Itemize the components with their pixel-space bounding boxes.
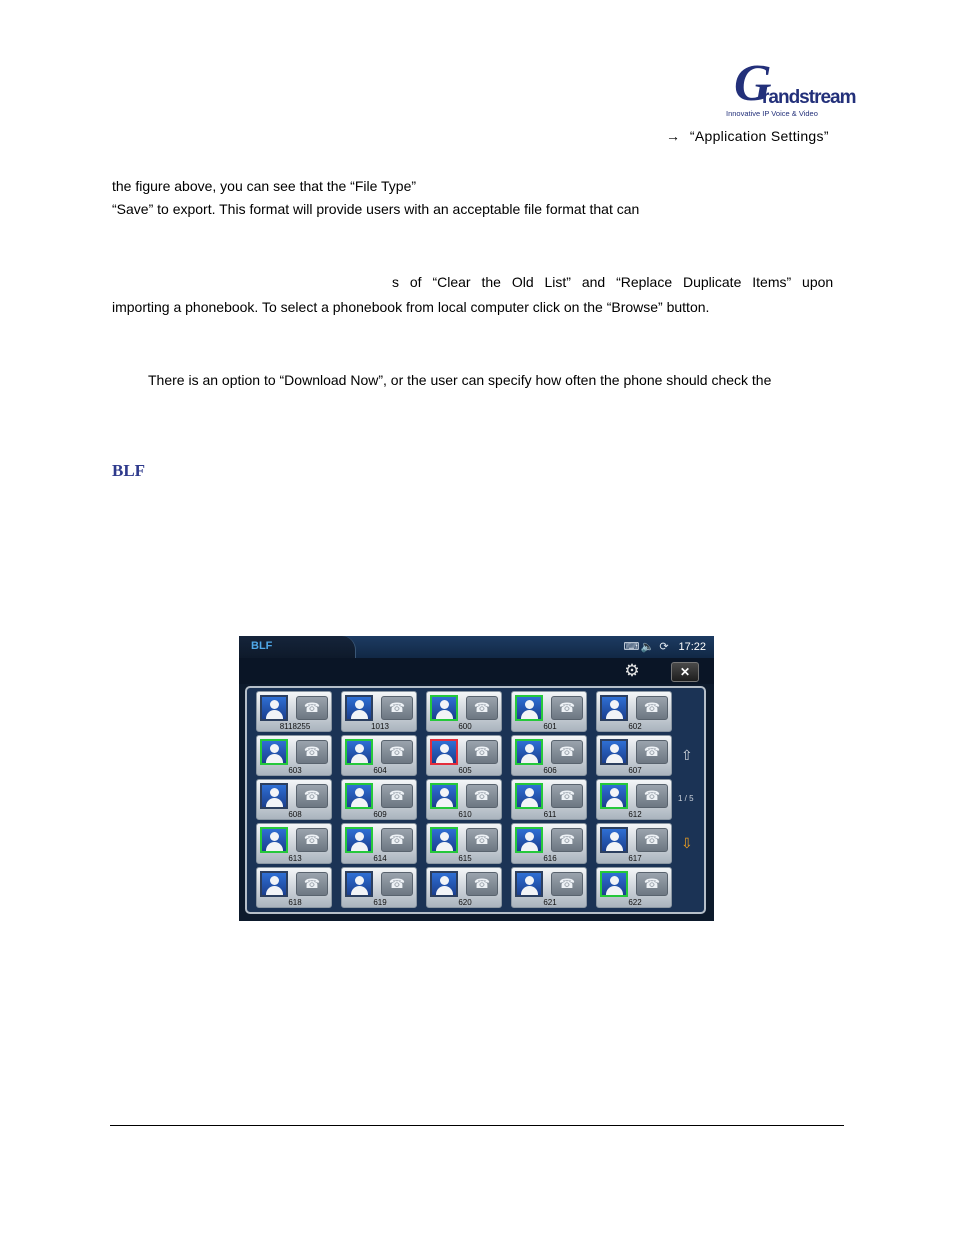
- paragraph-line-5: There is an option to “Download Now”, or the user can specify how often the phone should check the: [148, 372, 772, 388]
- blf-tile[interactable]: [426, 735, 502, 776]
- blf-tile[interactable]: [596, 823, 672, 864]
- blf-tile-label: 1013: [371, 722, 389, 731]
- blf-tile-label: 617: [628, 854, 642, 863]
- blf-tile[interactable]: [341, 867, 417, 908]
- blf-tile-label: 616: [543, 854, 557, 863]
- phone-icon[interactable]: ☎: [296, 784, 328, 808]
- contact-avatar-icon: [345, 871, 373, 897]
- blf-tile-label: 621: [543, 898, 557, 907]
- blf-tile-label: 613: [288, 854, 302, 863]
- contact-avatar-icon: [430, 739, 458, 765]
- close-button[interactable]: ✕: [671, 662, 699, 682]
- paragraph-line-4: importing a phonebook. To select a phonebook from local computer click on the “Browse” button.: [112, 299, 710, 315]
- contact-avatar-icon: [600, 827, 628, 853]
- phone-icon[interactable]: ☎: [551, 740, 583, 764]
- nav-arrow-icon: →: [666, 128, 680, 144]
- blf-tile-label: 608: [288, 810, 302, 819]
- logo-letter: G: [734, 55, 772, 112]
- phone-icon[interactable]: ☎: [551, 872, 583, 896]
- paragraph-line-2: “Save” to export. This format will provide users with an acceptable file format that can: [112, 201, 640, 217]
- blf-tile-label: 615: [458, 854, 472, 863]
- screen-title: BLF: [251, 640, 273, 652]
- blf-tile-label: 612: [628, 810, 642, 819]
- blf-tile-label: 611: [543, 810, 557, 819]
- blf-tile-label: 609: [373, 810, 387, 819]
- nav-path-text: “Application Settings”: [689, 128, 829, 144]
- blf-tile[interactable]: [256, 691, 332, 732]
- blf-tile[interactable]: [256, 779, 332, 820]
- phone-icon[interactable]: ☎: [636, 784, 668, 808]
- blf-grid-panel: [245, 686, 706, 914]
- phone-icon[interactable]: ☎: [636, 872, 668, 896]
- phone-icon[interactable]: ☎: [381, 696, 413, 720]
- blf-tile[interactable]: [511, 735, 587, 776]
- contact-avatar-icon: [515, 783, 543, 809]
- nav-path: [666, 127, 829, 145]
- contact-avatar-icon: [345, 695, 373, 721]
- phone-icon[interactable]: ☎: [466, 696, 498, 720]
- blf-tile-label: 622: [628, 898, 642, 907]
- phone-icon[interactable]: ☎: [381, 740, 413, 764]
- blf-tile[interactable]: [256, 867, 332, 908]
- blf-tile[interactable]: [511, 823, 587, 864]
- logo-tagline: Innovative IP Voice & Video: [726, 109, 818, 118]
- blf-tile[interactable]: [511, 867, 587, 908]
- phone-icon[interactable]: ☎: [466, 828, 498, 852]
- contact-avatar-icon: [515, 695, 543, 721]
- phone-icon[interactable]: ☎: [551, 828, 583, 852]
- contact-avatar-icon: [600, 695, 628, 721]
- contact-avatar-icon: [345, 783, 373, 809]
- gear-icon[interactable]: ⚙: [624, 661, 640, 680]
- paragraph-line-3: s of “Clear the Old List” and “Replace Duplicate Items” upon: [392, 274, 834, 290]
- contact-avatar-icon: [515, 871, 543, 897]
- blf-tile[interactable]: [341, 779, 417, 820]
- contact-avatar-icon: [515, 739, 543, 765]
- blf-screenshot: [239, 636, 714, 921]
- contact-avatar-icon: [430, 827, 458, 853]
- contact-avatar-icon: [430, 871, 458, 897]
- phone-icon[interactable]: ☎: [296, 696, 328, 720]
- blf-tile-label: 619: [373, 898, 387, 907]
- blf-tile[interactable]: [341, 735, 417, 776]
- title-tab: [239, 636, 356, 658]
- blf-tile-label: 601: [543, 722, 557, 731]
- blf-tile-label: 602: [628, 722, 642, 731]
- contact-avatar-icon: [600, 783, 628, 809]
- contact-avatar-icon: [345, 739, 373, 765]
- phone-icon[interactable]: ☎: [636, 828, 668, 852]
- logo-word: randstream: [762, 87, 856, 108]
- blf-tile-label: 605: [458, 766, 472, 775]
- phone-icon[interactable]: ☎: [636, 696, 668, 720]
- blf-tile-label: 618: [288, 898, 302, 907]
- clock: 17:22: [678, 641, 706, 653]
- contact-avatar-icon: [260, 739, 288, 765]
- contact-avatar-icon: [515, 827, 543, 853]
- arrow-down-icon[interactable]: ⇩: [681, 835, 693, 851]
- contact-avatar-icon: [600, 871, 628, 897]
- blf-tile-label: 604: [373, 766, 387, 775]
- blf-tile-label: 620: [458, 898, 472, 907]
- blf-tile[interactable]: [341, 823, 417, 864]
- contact-avatar-icon: [260, 871, 288, 897]
- phone-icon[interactable]: ☎: [466, 740, 498, 764]
- blf-tile-label: 606: [543, 766, 557, 775]
- blf-tile-label: 603: [288, 766, 302, 775]
- phone-icon[interactable]: ☎: [466, 784, 498, 808]
- blf-tile-label: 610: [458, 810, 472, 819]
- speaker-icon: 🔈: [640, 641, 655, 653]
- phone-icon[interactable]: ☎: [296, 828, 328, 852]
- blf-tile[interactable]: [596, 867, 672, 908]
- blf-tile[interactable]: [596, 779, 672, 820]
- contact-avatar-icon: [345, 827, 373, 853]
- phone-icon[interactable]: ☎: [381, 784, 413, 808]
- blf-tile-label: 614: [373, 854, 387, 863]
- blf-tile[interactable]: [256, 735, 332, 776]
- contact-avatar-icon: [260, 695, 288, 721]
- contact-avatar-icon: [260, 783, 288, 809]
- phone-icon[interactable]: ☎: [296, 740, 328, 764]
- footer-divider: [110, 1125, 844, 1126]
- blf-tile-label: 8118255: [279, 722, 311, 731]
- grandstream-logo: [724, 55, 856, 122]
- blf-tile[interactable]: [256, 823, 332, 864]
- blf-tile[interactable]: [511, 691, 587, 732]
- system-icons: [623, 639, 706, 655]
- phone-icon[interactable]: ☎: [551, 696, 583, 720]
- blf-tile[interactable]: [426, 867, 502, 908]
- sync-icon: ⟳: [659, 641, 669, 653]
- arrow-up-icon[interactable]: ⇧: [681, 747, 693, 763]
- blf-tile[interactable]: [596, 735, 672, 776]
- paragraph-line-1: the figure above, you can see that the “File Type”: [112, 178, 417, 194]
- blf-tile[interactable]: [426, 691, 502, 732]
- phone-icon[interactable]: ☎: [466, 872, 498, 896]
- contact-avatar-icon: [260, 827, 288, 853]
- blf-tile[interactable]: [426, 823, 502, 864]
- contact-avatar-icon: [430, 695, 458, 721]
- section-heading-blf: BLF: [112, 461, 146, 480]
- keyboard-icon: ⌨: [623, 641, 640, 653]
- blf-tile[interactable]: [511, 779, 587, 820]
- blf-tile[interactable]: [596, 691, 672, 732]
- blf-tile-label: 607: [628, 766, 642, 775]
- blf-tile[interactable]: [341, 691, 417, 732]
- page-indicator: 1 / 5: [678, 794, 694, 803]
- phone-icon[interactable]: ☎: [381, 828, 413, 852]
- phone-icon[interactable]: ☎: [636, 740, 668, 764]
- phone-icon[interactable]: ☎: [551, 784, 583, 808]
- phone-icon[interactable]: ☎: [381, 872, 413, 896]
- contact-avatar-icon: [430, 783, 458, 809]
- blf-tile[interactable]: [426, 779, 502, 820]
- contact-avatar-icon: [600, 739, 628, 765]
- blf-tile-label: 600: [458, 722, 472, 731]
- phone-icon[interactable]: ☎: [296, 872, 328, 896]
